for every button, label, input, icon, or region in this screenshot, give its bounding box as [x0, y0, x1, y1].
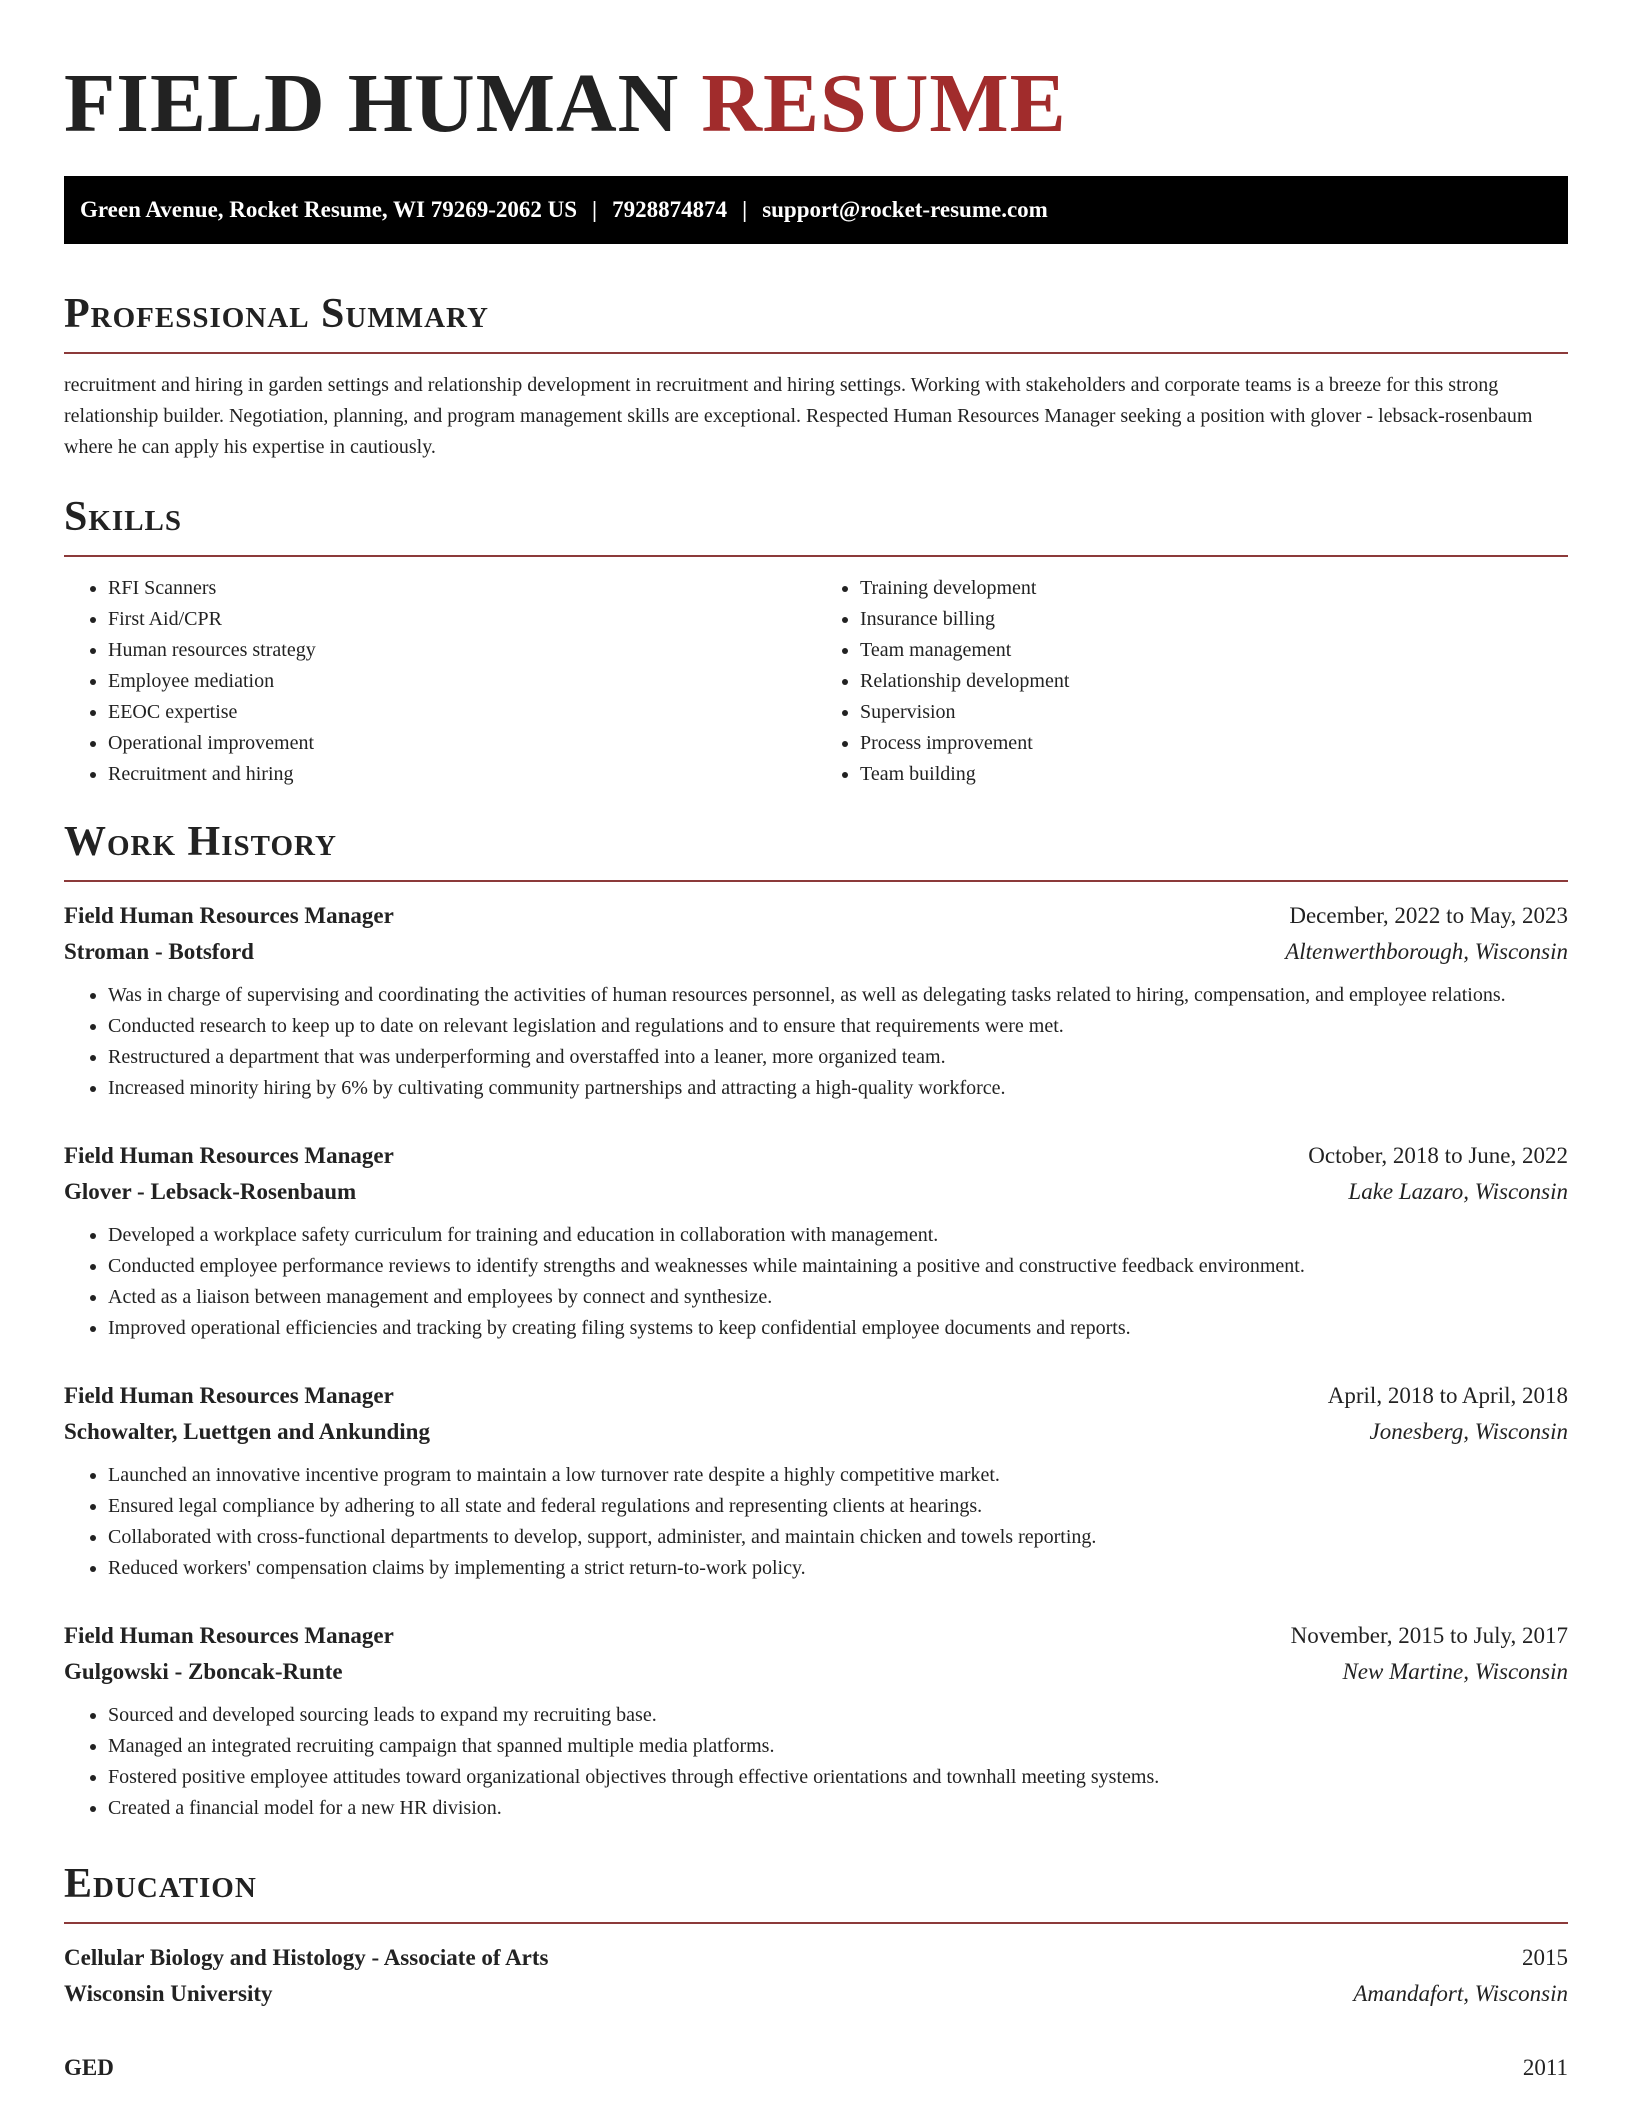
- job-bullet: • Created a financial model for a new HR division.: [108, 1793, 1568, 1824]
- education-degree: Cellular Biology and Histology - Associate of Arts: [64, 1945, 549, 1970]
- job-bullets: [64, 1700, 1568, 1824]
- contact-separator: |: [742, 197, 748, 222]
- skill-item: • Human resources strategy: [108, 635, 816, 666]
- job-location: Jonesberg, Wisconsin: [1369, 1419, 1568, 1444]
- education-school: Wisconsin University: [64, 1981, 273, 2006]
- contact-phone: 7928874874: [612, 197, 728, 222]
- contact-separator: |: [592, 197, 598, 222]
- job-entry: [64, 1138, 1568, 1344]
- job-bullet: • Increased minority hiring by 6% by cultivating community partnerships and attracting a high-quality workforce.: [108, 1073, 1568, 1104]
- education-location: Amandafort, Wisconsin: [1353, 1981, 1568, 2006]
- job-bullet: • Developed a workplace safety curriculum for training and education in collaboration with management.: [108, 1220, 1568, 1251]
- contact-address: Green Avenue, Rocket Resume, WI 79269-2062 US: [80, 197, 578, 222]
- work-history-section: [64, 816, 1568, 1824]
- job-bullet: • Managed an integrated recruiting campaign that spanned multiple media platforms.: [108, 1731, 1568, 1762]
- skill-item: • First Aid/CPR: [108, 604, 816, 635]
- skill-item: • Relationship development: [860, 666, 1568, 697]
- job-bullet: • Conducted research to keep up to date on relevant legislation and regulations and to ensure that requirements were met.: [108, 1011, 1568, 1042]
- summary-text: recruitment and hiring in garden settings and relationship development in recruitment and hiring settings. Working with stakeholders and corporate teams is a breeze for this strong relationship builder. Negotiation, planning, and program management skills are exceptional. Respected Human Resources Manager seeking a position with glover - lebsack-rosenbaum where he can apply his expertise in cautiously.: [64, 374, 1533, 458]
- education-entry: [64, 2050, 1568, 2086]
- skill-item: • Training development: [860, 573, 1568, 604]
- job-company: Stroman - Botsford: [64, 939, 254, 964]
- job-dates: October, 2018 to June, 2022: [1308, 1143, 1568, 1168]
- education-section: [64, 1858, 1568, 2086]
- contact-email[interactable]: support@rocket-resume.com: [762, 197, 1048, 222]
- skills-grid: [64, 573, 1568, 790]
- skills-column-right: [816, 573, 1568, 790]
- job-company: Schowalter, Luettgen and Ankunding: [64, 1419, 430, 1444]
- job-bullet: • Collaborated with cross-functional departments to develop, support, administer, and maintain chicken and towels reporting.: [108, 1522, 1568, 1553]
- job-bullets: [64, 1460, 1568, 1584]
- job-company: Gulgowski - Zboncak-Runte: [64, 1659, 343, 1684]
- job-bullet: • Improved operational efficiencies and tracking by creating filing systems to keep confidential employee documents and reports.: [108, 1313, 1568, 1344]
- job-title: Field Human Resources Manager: [64, 903, 394, 928]
- job-bullet: • Conducted employee performance reviews to identify strengths and weaknesses while maintaining a positive and constructive feedback environment.: [108, 1251, 1568, 1282]
- job-company-row: [64, 1654, 1568, 1690]
- job-title: Field Human Resources Manager: [64, 1623, 394, 1648]
- section-title-work-history: Work History: [64, 819, 337, 865]
- job-dates: December, 2022 to May, 2023: [1289, 903, 1568, 928]
- job-header-row: [64, 898, 1568, 934]
- section-divider: [64, 880, 1568, 882]
- job-location: Altenwerthborough, Wisconsin: [1285, 939, 1568, 964]
- job-company: Glover - Lebsack-Rosenbaum: [64, 1179, 357, 1204]
- job-bullet: • Restructured a department that was underperforming and overstaffed into a leaner, more organized team.: [108, 1042, 1568, 1073]
- resume-title: [64, 0, 1568, 150]
- job-bullet: • Ensured legal compliance by adhering to all state and federal regulations and representing clients at hearings.: [108, 1491, 1568, 1522]
- job-bullet: • Sourced and developed sourcing leads to expand my recruiting base.: [108, 1700, 1568, 1731]
- education-year: 2011: [1522, 2055, 1568, 2080]
- skill-item: • Recruitment and hiring: [108, 759, 816, 790]
- skill-item: • RFI Scanners: [108, 573, 816, 604]
- job-header-row: [64, 1378, 1568, 1414]
- job-company-row: [64, 1414, 1568, 1450]
- job-location: New Martine, Wisconsin: [1342, 1659, 1568, 1684]
- skill-item: • Process improvement: [860, 728, 1568, 759]
- job-company-row: [64, 934, 1568, 970]
- job-dates: November, 2015 to July, 2017: [1290, 1623, 1568, 1648]
- education-header-row: [64, 2050, 1568, 2086]
- job-entry: [64, 1618, 1568, 1824]
- skills-list-left: [64, 573, 816, 790]
- job-bullet: • Reduced workers' compensation claims by implementing a strict return-to-work policy.: [108, 1553, 1568, 1584]
- skill-item: • Employee mediation: [108, 666, 816, 697]
- education-school-row: [64, 1976, 1568, 2012]
- education-entry: [64, 1940, 1568, 2012]
- education-header-row: [64, 1940, 1568, 1976]
- job-entry: [64, 898, 1568, 1104]
- skill-item: • Team management: [860, 635, 1568, 666]
- job-bullets: [64, 1220, 1568, 1344]
- job-bullets: [64, 980, 1568, 1104]
- job-bullet: • Launched an innovative incentive program to maintain a low turnover rate despite a highly competitive market.: [108, 1460, 1568, 1491]
- education-degree: GED: [64, 2055, 114, 2080]
- job-dates: April, 2018 to April, 2018: [1327, 1383, 1568, 1408]
- skill-item: • EEOC expertise: [108, 697, 816, 728]
- section-title-summary: Professional Summary: [64, 291, 489, 337]
- job-title: Field Human Resources Manager: [64, 1383, 394, 1408]
- name-main: FIELD HUMAN: [64, 57, 680, 150]
- job-entry: [64, 1378, 1568, 1584]
- skill-item: • Supervision: [860, 697, 1568, 728]
- job-header-row: [64, 1618, 1568, 1654]
- education-year: 2015: [1522, 1945, 1568, 1970]
- job-bullet: • Acted as a liaison between management and employees by connect and synthesize.: [108, 1282, 1568, 1313]
- section-title-education: Education: [64, 1861, 257, 1907]
- job-company-row: [64, 1174, 1568, 1210]
- job-bullet: • Fostered positive employee attitudes toward organizational objectives through effective orientations and townhall meeting systems.: [108, 1762, 1568, 1793]
- skill-item: • Insurance billing: [860, 604, 1568, 635]
- skills-section: [64, 491, 1568, 790]
- name-accent: RESUME: [701, 57, 1067, 150]
- section-divider: [64, 555, 1568, 557]
- section-divider: [64, 352, 1568, 354]
- job-header-row: [64, 1138, 1568, 1174]
- section-title-skills: Skills: [64, 494, 183, 540]
- skills-column-left: [64, 573, 816, 790]
- skill-item: • Team building: [860, 759, 1568, 790]
- skill-item: • Operational improvement: [108, 728, 816, 759]
- summary-section: [64, 288, 1568, 463]
- section-divider: [64, 1922, 1568, 1924]
- job-title: Field Human Resources Manager: [64, 1143, 394, 1168]
- job-location: Lake Lazaro, Wisconsin: [1348, 1179, 1568, 1204]
- job-bullet: • Was in charge of supervising and coordinating the activities of human resources personnel, as well as delegating tasks related to hiring, compensation, and employee relations.: [108, 980, 1568, 1011]
- skills-list-right: [816, 573, 1568, 790]
- contact-bar: [64, 176, 1568, 244]
